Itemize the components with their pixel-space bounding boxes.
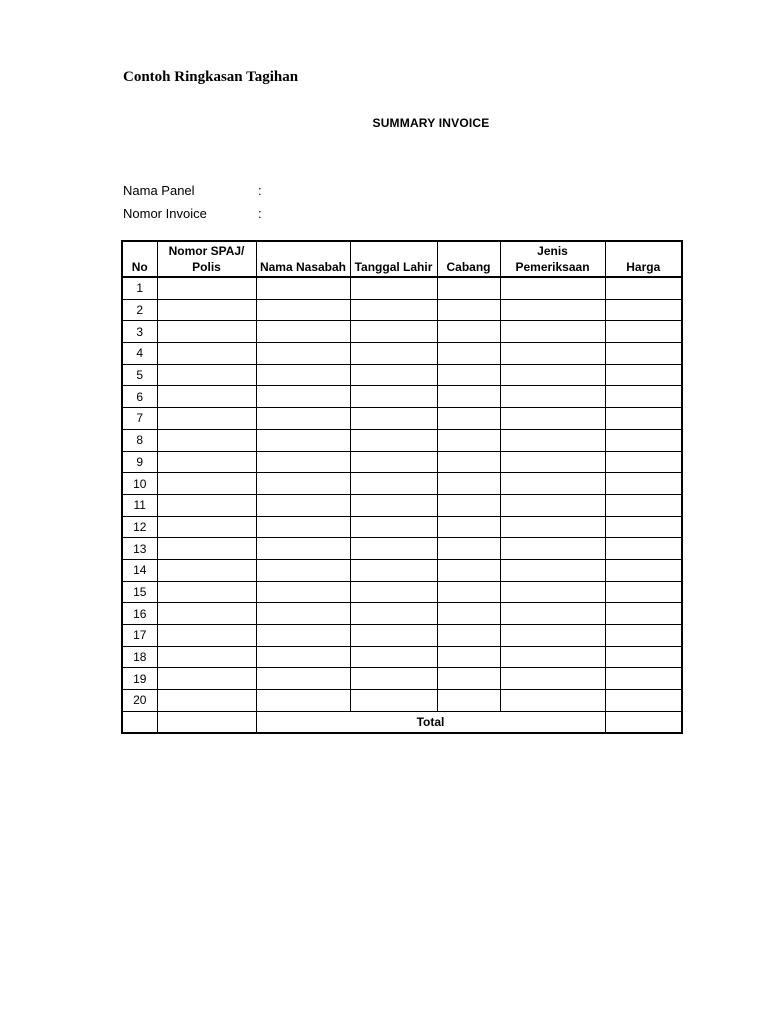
row-number: 3 [122, 321, 157, 343]
table-cell [350, 429, 437, 451]
table-cell [256, 299, 350, 321]
table-row [122, 277, 682, 299]
row-number: 2 [122, 299, 157, 321]
table-cell [500, 625, 605, 647]
table-cell [605, 277, 682, 299]
table-cell [350, 603, 437, 625]
table-cell [256, 364, 350, 386]
row-number: 9 [122, 451, 157, 473]
table-cell [350, 646, 437, 668]
table-row [122, 516, 682, 538]
table-cell [350, 516, 437, 538]
table-cell [256, 277, 350, 299]
field-colon: : [258, 206, 262, 221]
table-cell [500, 538, 605, 560]
table-cell [605, 559, 682, 581]
table-cell [157, 690, 256, 712]
row-number: 14 [122, 559, 157, 581]
table-cell [157, 277, 256, 299]
table-row [122, 646, 682, 668]
row-number: 7 [122, 408, 157, 430]
row-number: 19 [122, 668, 157, 690]
table-cell [256, 538, 350, 560]
table-row [122, 429, 682, 451]
table-cell [605, 364, 682, 386]
table-cell [437, 538, 500, 560]
invoice-title: SUMMARY INVOICE [372, 116, 490, 130]
table-row [122, 321, 682, 343]
table-cell [256, 451, 350, 473]
table-row [122, 408, 682, 430]
field-colon: : [258, 183, 262, 198]
table-cell [605, 581, 682, 603]
row-number: 16 [122, 603, 157, 625]
table-row [122, 473, 682, 495]
table-row [122, 625, 682, 647]
table-cell [437, 451, 500, 473]
table-cell [256, 473, 350, 495]
table-cell [157, 451, 256, 473]
table-cell [437, 559, 500, 581]
table-cell [157, 625, 256, 647]
table-cell [605, 690, 682, 712]
table-header-row [122, 241, 682, 277]
table-cell [605, 386, 682, 408]
table-cell [157, 581, 256, 603]
total-blank-cell [122, 711, 157, 733]
table-row [122, 299, 682, 321]
total-blank-cell [157, 711, 256, 733]
row-number: 13 [122, 538, 157, 560]
row-number: 6 [122, 386, 157, 408]
field-label: Nomor Invoice [123, 206, 207, 221]
table-cell [605, 473, 682, 495]
header-nomor-spaj-polis: Nomor SPAJ/ Polis [157, 241, 256, 277]
table-cell [605, 646, 682, 668]
table-cell [256, 581, 350, 603]
row-number: 11 [122, 494, 157, 516]
table-row [122, 451, 682, 473]
table-cell [605, 603, 682, 625]
row-number: 20 [122, 690, 157, 712]
table-row [122, 494, 682, 516]
table-cell [605, 343, 682, 365]
table-cell [500, 516, 605, 538]
table-cell [437, 668, 500, 690]
table-cell [350, 321, 437, 343]
total-row [122, 711, 682, 733]
table-cell [157, 321, 256, 343]
table-cell [437, 625, 500, 647]
table-cell [350, 299, 437, 321]
table-cell [500, 386, 605, 408]
table-cell [350, 473, 437, 495]
table-cell [437, 473, 500, 495]
table-cell [157, 364, 256, 386]
table-cell [605, 668, 682, 690]
table-cell [350, 625, 437, 647]
table-cell [157, 386, 256, 408]
table-cell [157, 668, 256, 690]
row-number: 5 [122, 364, 157, 386]
row-number: 4 [122, 343, 157, 365]
table-cell [157, 408, 256, 430]
table-cell [256, 408, 350, 430]
row-number: 17 [122, 625, 157, 647]
table-cell [437, 603, 500, 625]
table-cell [350, 408, 437, 430]
table-cell [605, 538, 682, 560]
table-cell [350, 277, 437, 299]
table-cell [605, 429, 682, 451]
header-cabang: Cabang [437, 241, 500, 277]
table-cell [157, 473, 256, 495]
table-cell [350, 559, 437, 581]
table-cell [437, 386, 500, 408]
field-label: Nama Panel [123, 183, 195, 198]
table-cell [500, 494, 605, 516]
table-cell [605, 451, 682, 473]
table-cell [605, 494, 682, 516]
header-nama-nasabah: Nama Nasabah [256, 241, 350, 277]
row-number: 10 [122, 473, 157, 495]
row-number: 1 [122, 277, 157, 299]
table-cell [350, 386, 437, 408]
table-cell [605, 408, 682, 430]
table-cell [157, 538, 256, 560]
table-row [122, 581, 682, 603]
table-cell [256, 343, 350, 365]
document-heading: Contoh Ringkasan Tagihan [123, 69, 299, 85]
table-cell [605, 321, 682, 343]
table-cell [157, 299, 256, 321]
table-cell [157, 603, 256, 625]
row-number: 15 [122, 581, 157, 603]
table-cell [437, 321, 500, 343]
table-cell [350, 690, 437, 712]
table-cell [437, 299, 500, 321]
table-cell [437, 408, 500, 430]
table-cell [437, 277, 500, 299]
table-cell [500, 408, 605, 430]
row-number: 8 [122, 429, 157, 451]
table-row [122, 603, 682, 625]
table-cell [256, 386, 350, 408]
table-cell [500, 646, 605, 668]
table-cell [437, 516, 500, 538]
table-cell [256, 646, 350, 668]
table-cell [500, 343, 605, 365]
table-cell [350, 538, 437, 560]
row-number: 12 [122, 516, 157, 538]
row-number: 18 [122, 646, 157, 668]
table-cell [350, 581, 437, 603]
table-cell [256, 559, 350, 581]
header-harga: Harga [605, 241, 682, 277]
table-cell [500, 277, 605, 299]
invoice-table [121, 240, 683, 734]
table-cell [256, 625, 350, 647]
table-cell [350, 343, 437, 365]
table-cell [500, 581, 605, 603]
table-row [122, 668, 682, 690]
table-cell [437, 429, 500, 451]
table-cell [157, 429, 256, 451]
table-cell [500, 299, 605, 321]
field-nomor-invoice [123, 206, 262, 221]
table-cell [256, 690, 350, 712]
table-cell [437, 343, 500, 365]
table-row [122, 343, 682, 365]
table-cell [605, 625, 682, 647]
table-cell [157, 343, 256, 365]
header-jenis-pemeriksaan: Jenis Pemeriksaan [500, 241, 605, 277]
table-cell [437, 646, 500, 668]
table-cell [157, 559, 256, 581]
table-cell [256, 494, 350, 516]
table-row [122, 538, 682, 560]
header-no: No [122, 241, 157, 277]
table-cell [437, 364, 500, 386]
header-tanggal-lahir: Tanggal Lahir [350, 241, 437, 277]
table-cell [256, 321, 350, 343]
table-cell [500, 603, 605, 625]
table-cell [500, 690, 605, 712]
table-row [122, 690, 682, 712]
table-cell [437, 494, 500, 516]
table-cell [256, 603, 350, 625]
table-cell [437, 690, 500, 712]
total-harga-cell [605, 711, 682, 733]
table-cell [350, 494, 437, 516]
table-cell [350, 668, 437, 690]
field-nama-panel [123, 183, 262, 198]
table-cell [500, 429, 605, 451]
table-cell [157, 516, 256, 538]
table-cell [256, 668, 350, 690]
table-cell [350, 451, 437, 473]
table-cell [256, 516, 350, 538]
table-row [122, 559, 682, 581]
table-cell [437, 581, 500, 603]
table-cell [500, 473, 605, 495]
table-row [122, 386, 682, 408]
table-cell [157, 494, 256, 516]
table-cell [500, 364, 605, 386]
table-cell [157, 646, 256, 668]
table-cell [500, 451, 605, 473]
table-cell [500, 668, 605, 690]
table-cell [256, 429, 350, 451]
table-cell [350, 364, 437, 386]
table-row [122, 364, 682, 386]
total-label: Total [256, 711, 605, 733]
table-cell [500, 559, 605, 581]
table-cell [605, 516, 682, 538]
table-cell [500, 321, 605, 343]
table-cell [605, 299, 682, 321]
